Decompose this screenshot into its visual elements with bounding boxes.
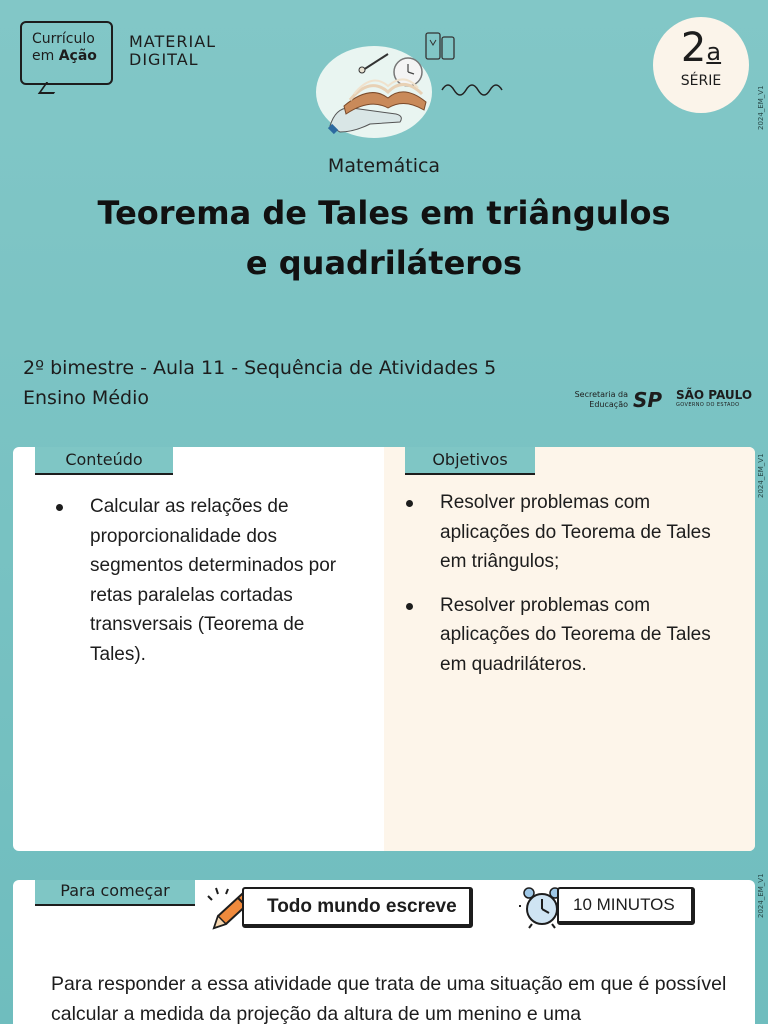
sao-paulo-government-logo	[572, 388, 753, 414]
objetivos-list	[404, 488, 724, 693]
open-book-hand-illustration	[300, 28, 520, 140]
duration-badge: 10 MINUTOS	[557, 887, 695, 925]
content-objectives-card	[13, 447, 755, 851]
serie-ordinal: a	[706, 38, 722, 66]
activity-description: Para responder a essa atividade que trata de uma situação em que é possível calcular a medida da projeção da altura de um menino e uma	[51, 973, 727, 1024]
curriculo-em-acao-logo	[20, 21, 113, 85]
para-comecar-card	[13, 880, 755, 1024]
conteudo-label: Conteúdo	[35, 447, 173, 475]
objetivos-label: Objetivos	[405, 447, 535, 475]
page-title: Teorema de Tales em triângulos e quadriláteros	[97, 194, 671, 282]
list-item: Resolver problemas com aplicações do Teorema de Tales em triângulos;	[404, 488, 724, 577]
para-comecar-label: Para começar	[35, 880, 195, 906]
material-line: MATERIAL	[129, 32, 217, 51]
side-code: 2024_EM_V1	[757, 85, 765, 130]
education-level: Ensino Médio	[23, 387, 149, 409]
serie-label: SÉRIE	[680, 73, 722, 89]
side-code: 2024_EM_V1	[757, 873, 765, 918]
subject-label: Matemática	[327, 155, 441, 177]
logo-line2a: em	[32, 48, 59, 64]
gov-educacao: Educação	[589, 400, 628, 409]
list-item: Resolver problemas com aplicações do Teorema de Tales em quadriláteros.	[404, 591, 724, 680]
gov-sp-mark: SP	[633, 388, 663, 412]
digital-line: DIGITAL	[129, 50, 199, 69]
serie-number: 2	[680, 25, 707, 71]
logo-line1: Currículo	[32, 31, 95, 47]
activity-badge: Todo mundo escreve	[242, 887, 473, 928]
list-item: Calcular as relações de proporcionalidade dos segmentos determinados por retas paralelas cortadas transversais (Teorema de Tales).	[54, 492, 344, 669]
material-digital-logo	[129, 33, 216, 69]
conteudo-list	[54, 492, 344, 669]
lesson-meta: 2º bimestre - Aula 11 - Sequência de Atividades 5	[23, 357, 497, 379]
gov-subtitle: GOVERNO DO ESTADO	[676, 402, 740, 408]
serie-badge	[653, 17, 749, 113]
gov-secretaria: Secretaria da	[574, 390, 628, 399]
gov-name: SÃO PAULO	[676, 388, 753, 402]
logo-line2b: Ação	[58, 48, 97, 64]
side-code: 2024_EM_V1	[757, 453, 765, 498]
